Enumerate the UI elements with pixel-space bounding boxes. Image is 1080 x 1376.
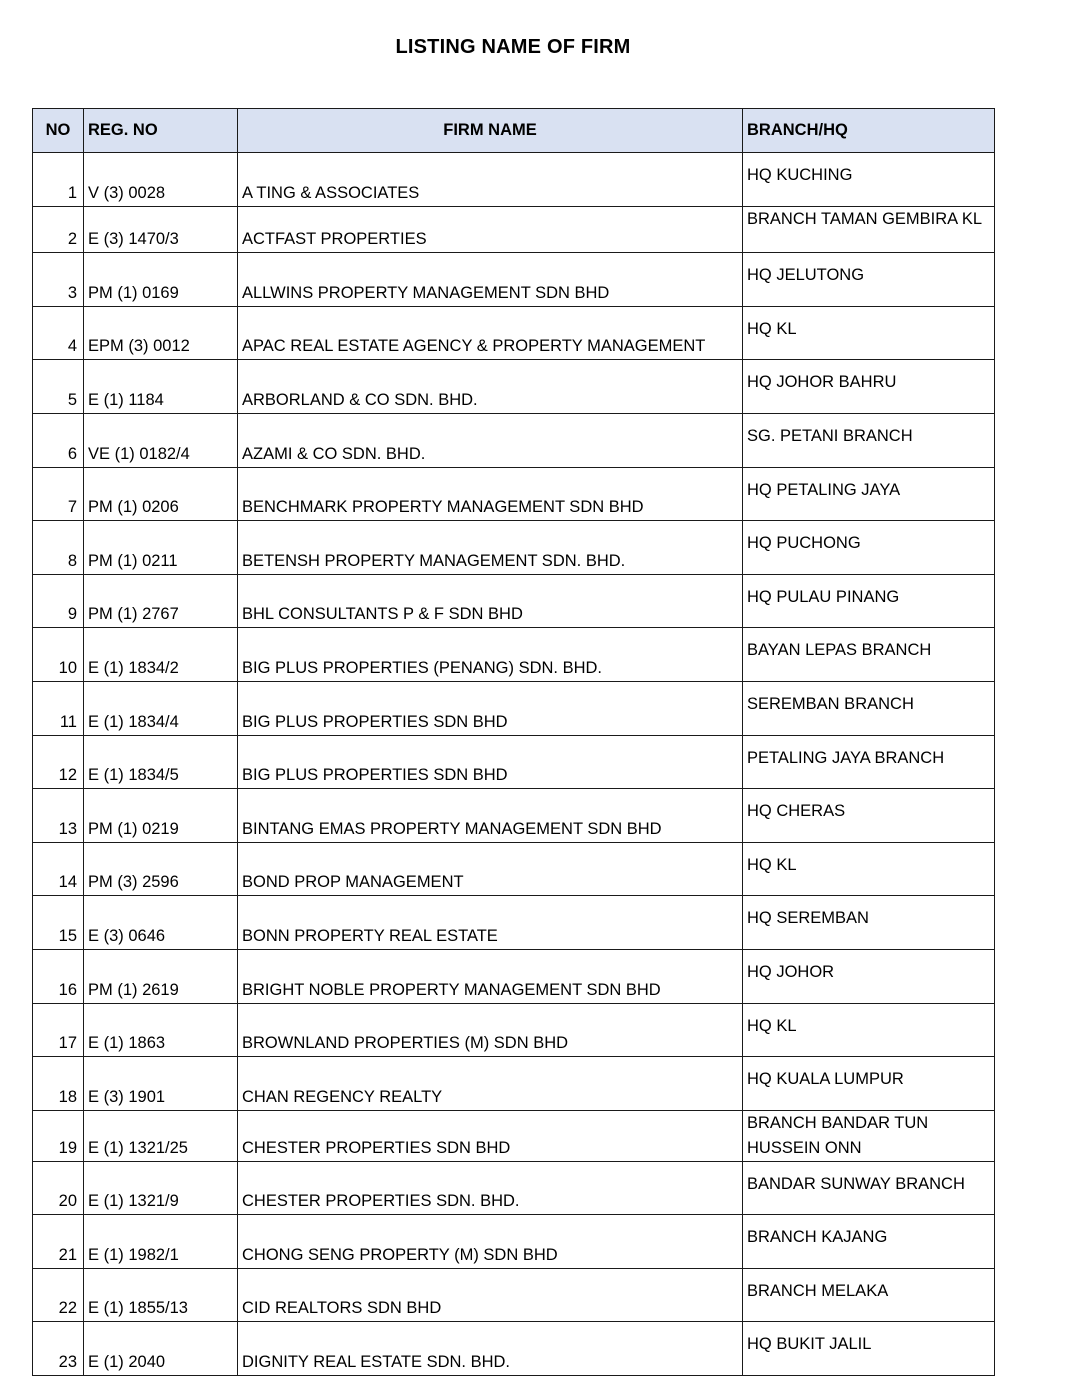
cell-branch-hq: BANDAR SUNWAY BRANCH [743,1161,995,1215]
table-row [33,1110,995,1161]
cell-reg-no: PM (1) 2619 [84,949,238,1003]
cell-branch-hq: HQ JELUTONG [743,253,995,307]
cell-firm-name: BIG PLUS PROPERTIES (PENANG) SDN. BHD. [238,628,743,682]
cell-branch-hq: HQ KUALA LUMPUR [743,1057,995,1111]
cell-firm-name: BINTANG EMAS PROPERTY MANAGEMENT SDN BHD [238,789,743,843]
table-row [33,628,995,682]
cell-firm-name: BENCHMARK PROPERTY MANAGEMENT SDN BHD [238,467,743,521]
cell-no: 14 [33,842,84,896]
cell-reg-no: PM (3) 2596 [84,842,238,896]
cell-reg-no: E (1) 1321/9 [84,1161,238,1215]
cell-no: 6 [33,413,84,467]
cell-reg-no: PM (1) 0169 [84,253,238,307]
cell-no: 12 [33,735,84,789]
cell-firm-name: A TING & ASSOCIATES [238,153,743,207]
table-row [33,1057,995,1111]
cell-branch-hq: HQ JOHOR BAHRU [743,360,995,414]
cell-branch-hq: HQ KL [743,1003,995,1057]
cell-no: 13 [33,789,84,843]
cell-reg-no: E (3) 1470/3 [84,206,238,253]
cell-reg-no: E (1) 1321/25 [84,1110,238,1161]
cell-firm-name: BIG PLUS PROPERTIES SDN BHD [238,735,743,789]
cell-reg-no: E (3) 1901 [84,1057,238,1111]
cell-no: 23 [33,1322,84,1376]
table-row [33,1161,995,1215]
cell-firm-name: BRIGHT NOBLE PROPERTY MANAGEMENT SDN BHD [238,949,743,1003]
page-title: LISTING NAME OF FIRM [395,36,631,58]
cell-no: 10 [33,628,84,682]
cell-branch-hq: HQ PULAU PINANG [743,574,995,628]
cell-no: 9 [33,574,84,628]
cell-branch-hq: HQ KL [743,842,995,896]
cell-no: 5 [33,360,84,414]
cell-firm-name: BROWNLAND PROPERTIES (M) SDN BHD [238,1003,743,1057]
cell-branch-hq: HQ CHERAS [743,789,995,843]
cell-firm-name: APAC REAL ESTATE AGENCY & PROPERTY MANAGEMENT [238,306,743,360]
cell-no: 7 [33,467,84,521]
table-row [33,467,995,521]
table-header-row [33,109,995,153]
cell-no: 15 [33,896,84,950]
table-row [33,574,995,628]
cell-branch-hq: HQ JOHOR [743,949,995,1003]
cell-branch-hq: HQ BUKIT JALIL [743,1322,995,1376]
cell-firm-name: BIG PLUS PROPERTIES SDN BHD [238,681,743,735]
cell-no: 19 [33,1110,84,1161]
cell-no: 11 [33,681,84,735]
cell-no: 21 [33,1215,84,1269]
column-header-reg-no: REG. NO [84,109,238,153]
table-row [33,789,995,843]
cell-no: 18 [33,1057,84,1111]
cell-reg-no: E (1) 1855/13 [84,1268,238,1322]
table-row [33,306,995,360]
table-row [33,360,995,414]
cell-branch-hq: HQ KUCHING [743,153,995,207]
cell-no: 16 [33,949,84,1003]
table-row [33,153,995,207]
table-row [33,206,995,253]
table-row [33,842,995,896]
table-row [33,413,995,467]
cell-firm-name: BHL CONSULTANTS P & F SDN BHD [238,574,743,628]
cell-reg-no: E (1) 1834/5 [84,735,238,789]
cell-reg-no: E (1) 1184 [84,360,238,414]
cell-branch-hq: SG. PETANI BRANCH [743,413,995,467]
cell-reg-no: PM (1) 0219 [84,789,238,843]
cell-reg-no: V (3) 0028 [84,153,238,207]
cell-no: 1 [33,153,84,207]
cell-branch-hq: HQ KL [743,306,995,360]
cell-branch-hq: BRANCH TAMAN GEMBIRA KL [743,206,995,253]
table-row [33,681,995,735]
table-row [33,253,995,307]
cell-reg-no: EPM (3) 0012 [84,306,238,360]
cell-firm-name: ARBORLAND & CO SDN. BHD. [238,360,743,414]
column-header-no: NO [33,109,84,153]
cell-firm-name: AZAMI & CO SDN. BHD. [238,413,743,467]
cell-no: 20 [33,1161,84,1215]
cell-reg-no: PM (1) 2767 [84,574,238,628]
cell-reg-no: E (3) 0646 [84,896,238,950]
column-header-firm-name: FIRM NAME [238,109,743,153]
cell-no: 8 [33,521,84,575]
cell-firm-name: CID REALTORS SDN BHD [238,1268,743,1322]
cell-no: 3 [33,253,84,307]
cell-branch-hq: SEREMBAN BRANCH [743,681,995,735]
table-row [33,896,995,950]
cell-firm-name: CHONG SENG PROPERTY (M) SDN BHD [238,1215,743,1269]
cell-firm-name: CHAN REGENCY REALTY [238,1057,743,1111]
cell-firm-name: CHESTER PROPERTIES SDN BHD [238,1110,743,1161]
table-row [33,1215,995,1269]
cell-firm-name: BETENSH PROPERTY MANAGEMENT SDN. BHD. [238,521,743,575]
cell-no: 17 [33,1003,84,1057]
table-row [33,735,995,789]
cell-firm-name: BOND PROP MANAGEMENT [238,842,743,896]
cell-branch-hq: HQ PUCHONG [743,521,995,575]
cell-firm-name: BONN PROPERTY REAL ESTATE [238,896,743,950]
cell-firm-name: DIGNITY REAL ESTATE SDN. BHD. [238,1322,743,1376]
cell-reg-no: E (1) 1982/1 [84,1215,238,1269]
cell-reg-no: E (1) 1834/2 [84,628,238,682]
table-row [33,1268,995,1322]
table-row [33,521,995,575]
cell-reg-no: E (1) 2040 [84,1322,238,1376]
table-row [33,1322,995,1376]
cell-no: 4 [33,306,84,360]
cell-reg-no: PM (1) 0211 [84,521,238,575]
cell-branch-hq: BRANCH KAJANG [743,1215,995,1269]
firm-table [32,108,995,1376]
cell-reg-no: E (1) 1834/4 [84,681,238,735]
cell-branch-hq: BAYAN LEPAS BRANCH [743,628,995,682]
cell-firm-name: ACTFAST PROPERTIES [238,206,743,253]
cell-no: 2 [33,206,84,253]
table-row [33,1003,995,1057]
cell-reg-no: VE (1) 0182/4 [84,413,238,467]
cell-firm-name: CHESTER PROPERTIES SDN. BHD. [238,1161,743,1215]
cell-branch-hq: HQ SEREMBAN [743,896,995,950]
cell-branch-hq: BRANCH MELAKA [743,1268,995,1322]
cell-no: 22 [33,1268,84,1322]
cell-branch-hq: BRANCH BANDAR TUN HUSSEIN ONN [743,1110,995,1161]
column-header-branch-hq: BRANCH/HQ [743,109,995,153]
cell-reg-no: E (1) 1863 [84,1003,238,1057]
cell-reg-no: PM (1) 0206 [84,467,238,521]
cell-firm-name: ALLWINS PROPERTY MANAGEMENT SDN BHD [238,253,743,307]
table-row [33,949,995,1003]
cell-branch-hq: PETALING JAYA BRANCH [743,735,995,789]
cell-branch-hq: HQ PETALING JAYA [743,467,995,521]
